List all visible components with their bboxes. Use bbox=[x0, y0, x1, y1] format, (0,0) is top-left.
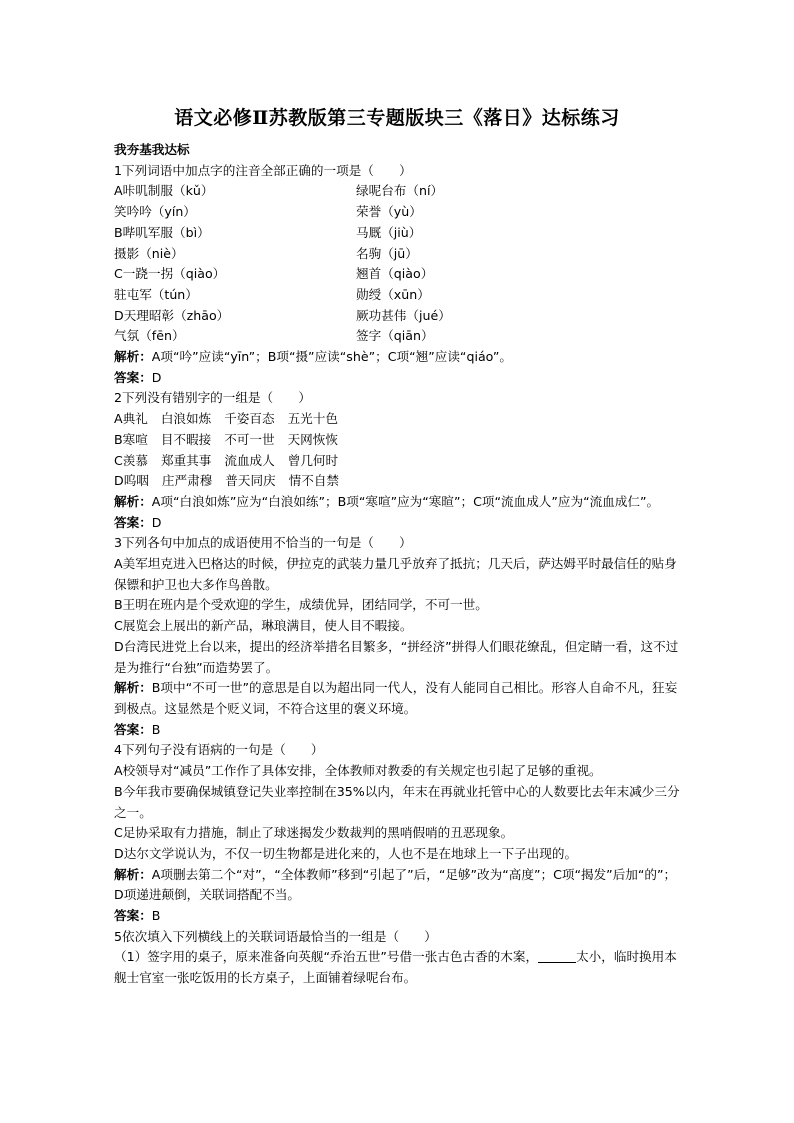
analysis-label: 解析： bbox=[114, 349, 152, 365]
analysis-label: 解析： bbox=[114, 680, 152, 696]
q1-option-item: 绿呢台布（ní） bbox=[356, 183, 444, 199]
answer-value: B bbox=[151, 721, 161, 737]
q4-option-a: A校领导对“减员”工作作了具体安排，全体教师对教委的有关规定也引起了足够的重视。 bbox=[114, 763, 602, 779]
answer-label: 答案： bbox=[114, 369, 152, 385]
q2-word: 不可一世 bbox=[224, 431, 275, 447]
q2-word: 普天同庆 bbox=[225, 473, 276, 489]
q1-option-row bbox=[114, 306, 682, 327]
q2-word: 天网恢恢 bbox=[287, 431, 338, 447]
q1-option-item: A咔叽制服（kǔ） bbox=[114, 183, 214, 199]
q1-option-item: 厥功甚伟（jué） bbox=[356, 307, 451, 323]
q3-analysis bbox=[114, 678, 682, 719]
q4-option-b: B今年我市要确保城镇登记失业率控制在35%以内，年末在再就业托管中心的人数要比去年末减少三分之一。 bbox=[114, 783, 680, 820]
answer-label: 答案： bbox=[114, 908, 152, 924]
question-3-stem: 3下列各句中加点的成语使用不恰当的一句是（ ） bbox=[114, 535, 412, 551]
q1-option-item: 气氛（fēn） bbox=[114, 328, 185, 344]
q4-option-c: C足协采取有力措施，制止了球迷揭发少数裁判的黑哨假哨的丑恶现象。 bbox=[114, 825, 514, 841]
q2-word: 千姿百态 bbox=[224, 411, 275, 427]
q1-option-item: 荣誉（yù） bbox=[356, 204, 422, 220]
answer-label: 答案： bbox=[114, 721, 152, 737]
q3-option-d: D台湾民进党上台以来，提出的经济举措名目繁多，“拼经济”拼得人们眼花缭乱，但定睛一看，这不过是为推行“台独”而造势罢了。 bbox=[114, 638, 679, 675]
q1-analysis bbox=[114, 347, 682, 368]
q5-item-1-part-b: 太小，临时换用本舰士官室一张吃饭用的长方桌子，上面铺着绿呢台布。 bbox=[114, 949, 677, 986]
q1-option-row bbox=[114, 202, 682, 223]
q1-option-row bbox=[114, 181, 682, 202]
answer-value: D bbox=[151, 369, 162, 385]
q1-option-row bbox=[114, 264, 682, 285]
q2-word: 目不暇接 bbox=[160, 431, 212, 447]
q1-option-item: D天理昭彰（zhāo） bbox=[114, 307, 230, 323]
q2-option bbox=[114, 409, 682, 430]
q2-word: B寒喧 bbox=[114, 431, 148, 447]
q2-word: 情不自禁 bbox=[288, 473, 340, 489]
q1-option-item: 马厩（jiù） bbox=[356, 224, 422, 240]
q2-word: D呜咽 bbox=[114, 473, 149, 489]
q4-option-d: D达尔文学说认为，不仅一切生物都是进化来的，人也不是在地球上一下子出现的。 bbox=[114, 845, 578, 861]
section-heading: 我夯基我达标 bbox=[114, 142, 190, 157]
q3-answer bbox=[114, 720, 682, 741]
q1-option-row bbox=[114, 285, 682, 306]
q1-answer bbox=[114, 368, 682, 389]
document-title: 语文必修Ⅱ苏教版第三专题版块三《落日》达标练习 bbox=[174, 107, 620, 129]
q3-option-b: B王明在班内是个受欢迎的学生，成绩优异，团结同学，不可一世。 bbox=[114, 597, 488, 613]
answer-label: 答案： bbox=[114, 514, 152, 530]
q2-answer bbox=[114, 513, 682, 534]
q1-option-item: 勋绶（xūn） bbox=[356, 286, 430, 302]
q1-option-row bbox=[114, 244, 682, 265]
analysis-text: A项“吟”应读“yīn”；B项“摄”应读“shè”；C项“翘”应读“qiáo”。 bbox=[151, 349, 513, 365]
q1-option-item: 驻屯军（tún） bbox=[114, 286, 198, 302]
q4-answer bbox=[114, 906, 682, 927]
analysis-text: B项中“不可一世”的意思是自以为超出同一代人，没有人能同自己相比。形容人自命不凡，狂妄到极点。这显然是个贬义词，不符合这里的褒义环境。 bbox=[114, 680, 678, 716]
analysis-label: 解析： bbox=[114, 493, 152, 509]
q2-analysis bbox=[114, 492, 682, 513]
answer-value: B bbox=[151, 908, 161, 924]
q1-option-row bbox=[114, 223, 682, 244]
q4-analysis bbox=[114, 865, 682, 906]
q2-word: 流血成人 bbox=[224, 452, 275, 468]
q3-option-a: A美军坦克进入巴格达的时候，伊拉克的武装力量几乎放弃了抵抗；几天后，萨达姆平时最信任的贴身保镖和护卫也大多作鸟兽散。 bbox=[114, 556, 677, 592]
fill-in-blank bbox=[538, 950, 576, 963]
q2-word: C羡慕 bbox=[114, 452, 148, 468]
analysis-text: A项删去第二个“对”，“全体教师”移到“引起了”后，“足够”改为“高度”；C项“揭发”后加“的”；D项递进颠倒，关联词搭配不当。 bbox=[114, 866, 677, 903]
q1-option-item: 笑吟吟（yín） bbox=[114, 204, 196, 220]
question-1-stem: 1下列词语中加点字的注音全部正确的一项是（ ） bbox=[114, 162, 412, 178]
q5-item-1-part-a: （1）签字用的桌子，原来准备向英舰“乔治五世”号借一张古色古香的木案， bbox=[114, 949, 539, 965]
question-4-stem: 4下列句子没有语病的一句是（ ） bbox=[114, 742, 324, 758]
q1-option-row bbox=[114, 326, 682, 347]
q2-word: 庄严肃穆 bbox=[161, 473, 213, 489]
q1-option-item: 摄影（niè） bbox=[114, 245, 184, 261]
q3-option-c: C展览会上展出的新产品，琳琅满目，使人目不暇接。 bbox=[114, 618, 413, 634]
question-2-stem: 2下列没有错别字的一组是（ ） bbox=[114, 390, 311, 406]
q1-option-item: B哔叽军服（bì） bbox=[114, 224, 210, 240]
question-5-stem: 5依次填入下列横线上的关联词语最恰当的一组是（ ） bbox=[114, 928, 437, 944]
q5-item-1 bbox=[114, 947, 682, 988]
q1-option-item: 翘首（qiào） bbox=[356, 266, 434, 282]
document-body bbox=[114, 140, 682, 989]
q2-word: 曾几何时 bbox=[287, 452, 339, 468]
q1-option-item: 签字（qiān） bbox=[356, 328, 434, 344]
answer-value: D bbox=[151, 514, 162, 530]
q2-word: 郑重其事 bbox=[160, 452, 212, 468]
q2-option bbox=[114, 471, 682, 492]
q1-option-item: 名驹（jū） bbox=[356, 245, 418, 261]
q2-word: 五光十色 bbox=[287, 411, 338, 427]
q2-word: 白浪如炼 bbox=[160, 411, 212, 427]
q1-option-item: C一跷一拐（qiào） bbox=[114, 266, 226, 282]
q2-option bbox=[114, 430, 682, 451]
analysis-label: 解析： bbox=[114, 866, 152, 882]
analysis-text: A项“白浪如炼”应为“白浪如练”；B项“寒喧”应为“寒暄”；C项“流血成人”应为“流血成仁”。 bbox=[151, 493, 660, 509]
q2-option bbox=[114, 451, 682, 472]
q2-word: A典礼 bbox=[114, 411, 148, 427]
